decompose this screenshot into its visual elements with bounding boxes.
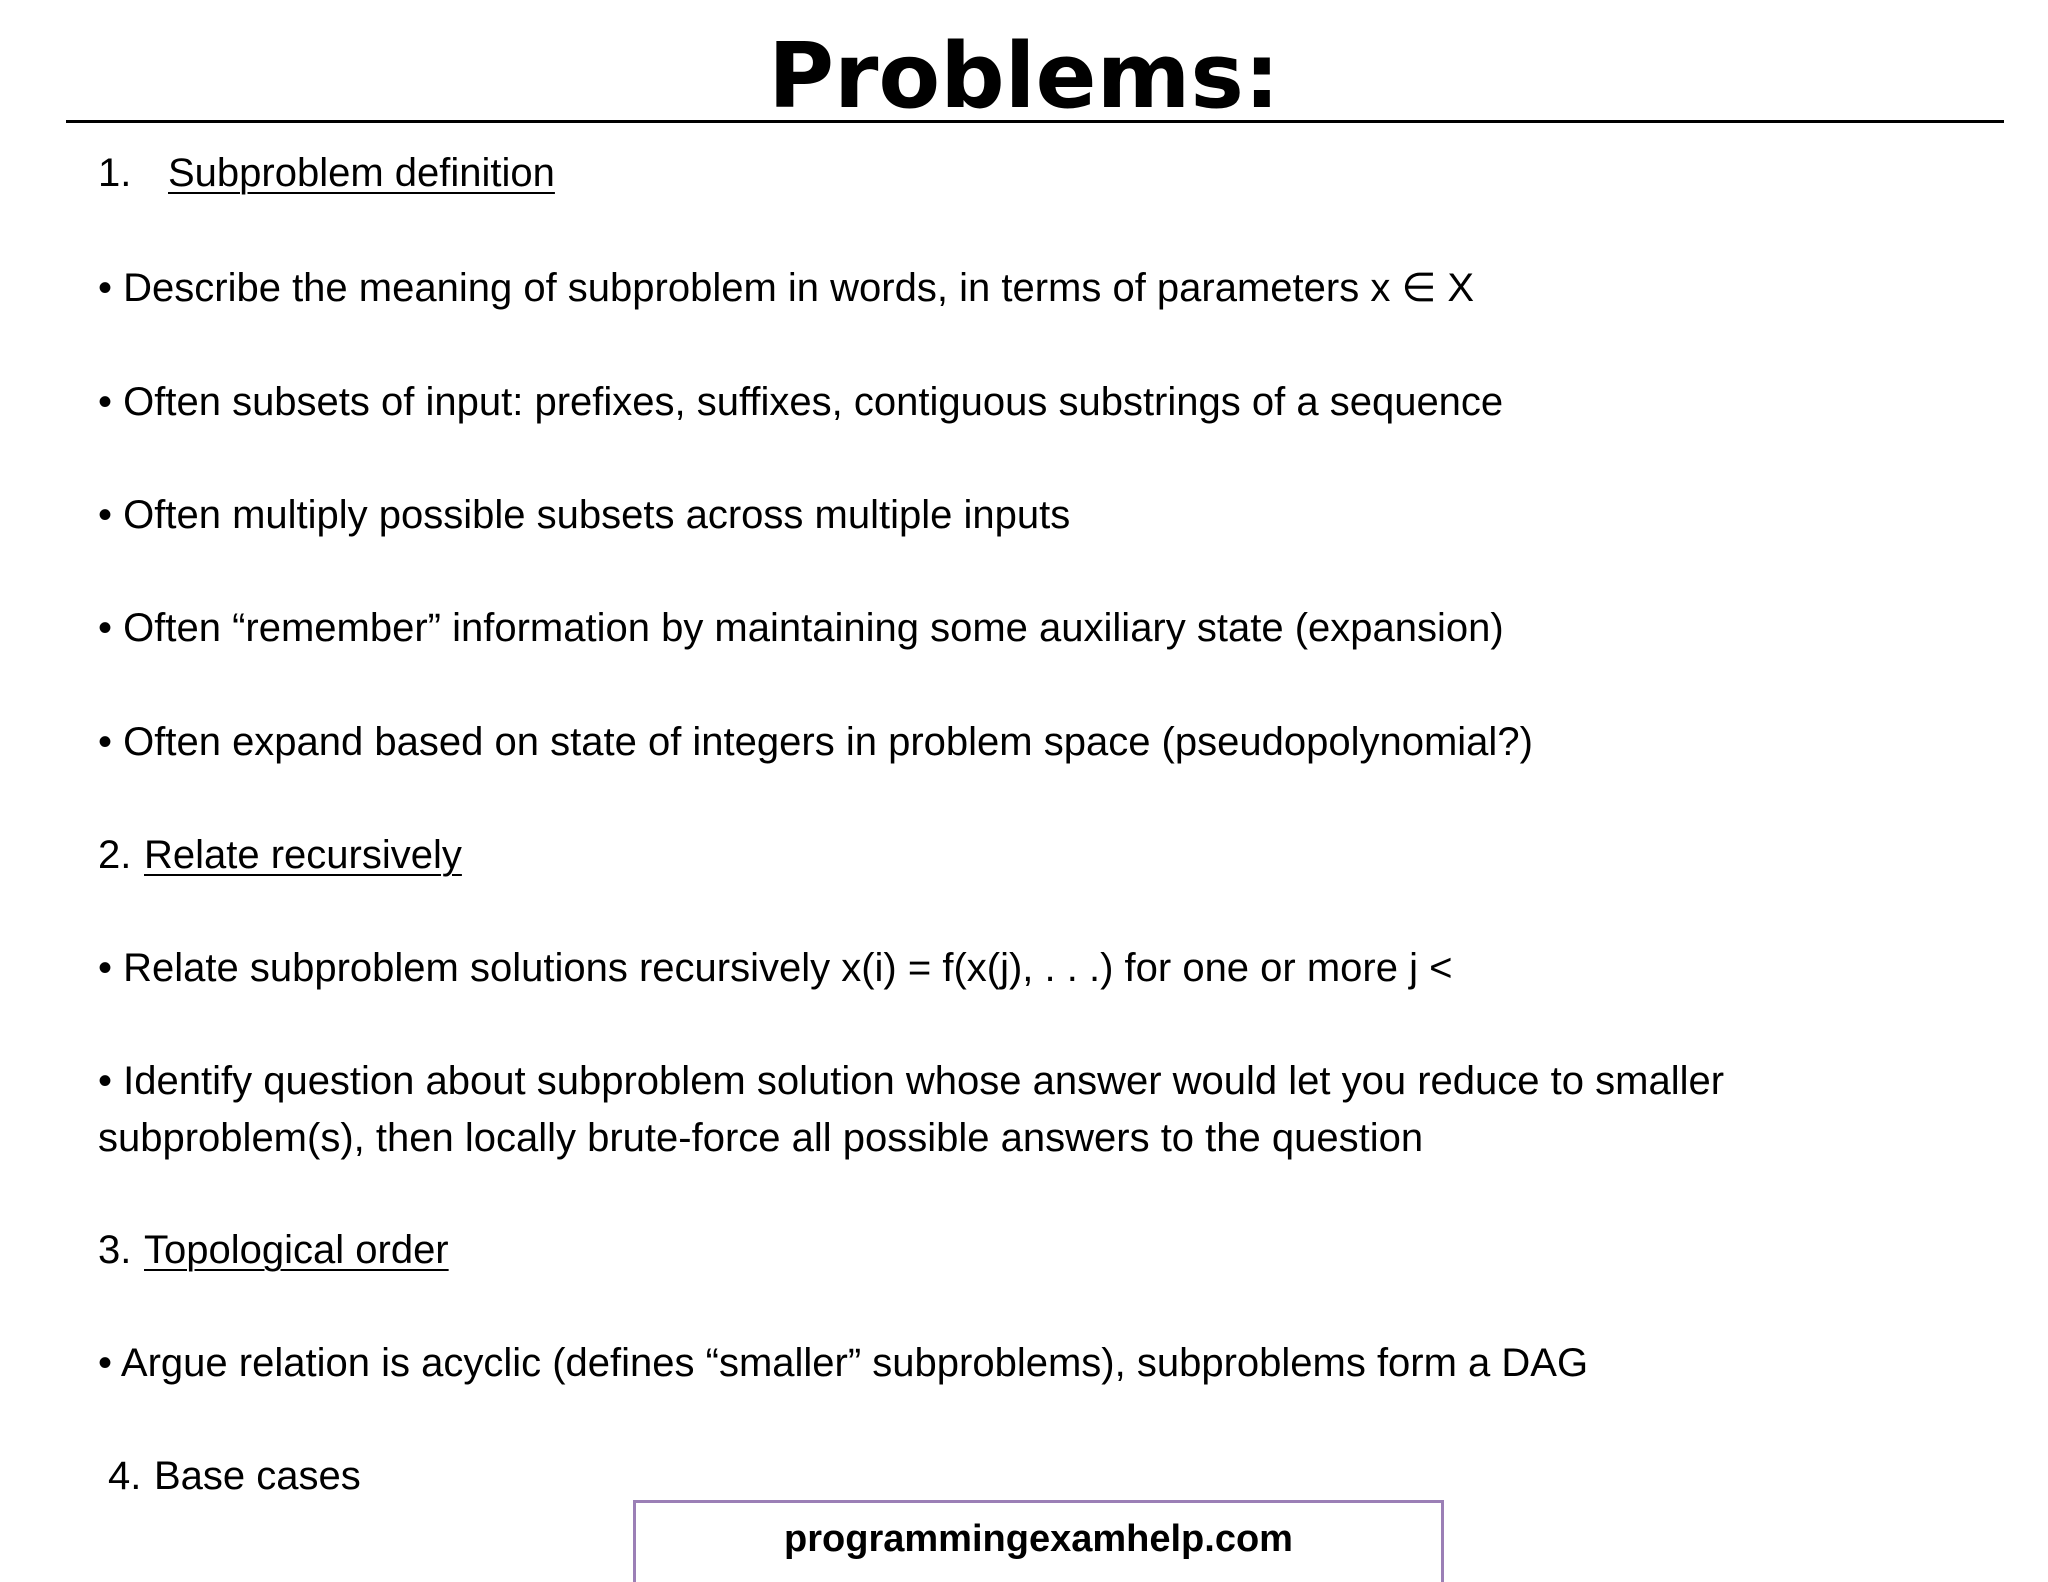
section-number: 2.	[98, 833, 132, 877]
bullet-item: • Often multiply possible subsets across multiple inputs	[98, 493, 1071, 537]
bullet-item: • Relate subproblem solutions recursively x(i) = f(x(j), . . .) for one or more j <	[98, 946, 1453, 990]
section-title: Base cases	[154, 1454, 361, 1498]
section-heading-2	[98, 827, 462, 884]
bullet-item: • Argue relation is acyclic (defines “smaller” subproblems), subproblems form a DAG	[98, 1341, 1589, 1385]
bullet-item: • Often subsets of input: prefixes, suffixes, contiguous substrings of a sequence	[98, 380, 1504, 424]
bullet-item: • Often expand based on state of integers in problem space (pseudopolynomial?)	[98, 720, 1533, 764]
footer-website-text: programmingexamhelp.com	[784, 1518, 1293, 1560]
section-heading-4	[108, 1448, 361, 1505]
section-title: Topological order	[144, 1228, 449, 1272]
section-number: 4.	[108, 1454, 142, 1498]
section-title: Subproblem definition	[168, 151, 555, 195]
section-heading-1	[98, 145, 555, 202]
section-number: 3.	[98, 1228, 132, 1272]
bullet-item: • Identify question about subproblem solution whose answer would let you reduce to smaller subproblem(s), then locally brute-force all possible answers to the question	[98, 1059, 1725, 1160]
section-heading-3	[98, 1222, 449, 1279]
section-number: 1.	[98, 151, 132, 195]
title-divider	[66, 120, 2004, 123]
bullet-item: • Often “remember” information by maintaining some auxiliary state (expansion)	[98, 606, 1504, 650]
section-title: Relate recursively	[144, 833, 462, 877]
bullet-item: • Describe the meaning of subproblem in words, in terms of parameters x ∈ X	[98, 266, 1475, 310]
footer-watermark-box	[633, 1500, 1444, 1582]
page-title: Problems:	[768, 24, 1280, 129]
